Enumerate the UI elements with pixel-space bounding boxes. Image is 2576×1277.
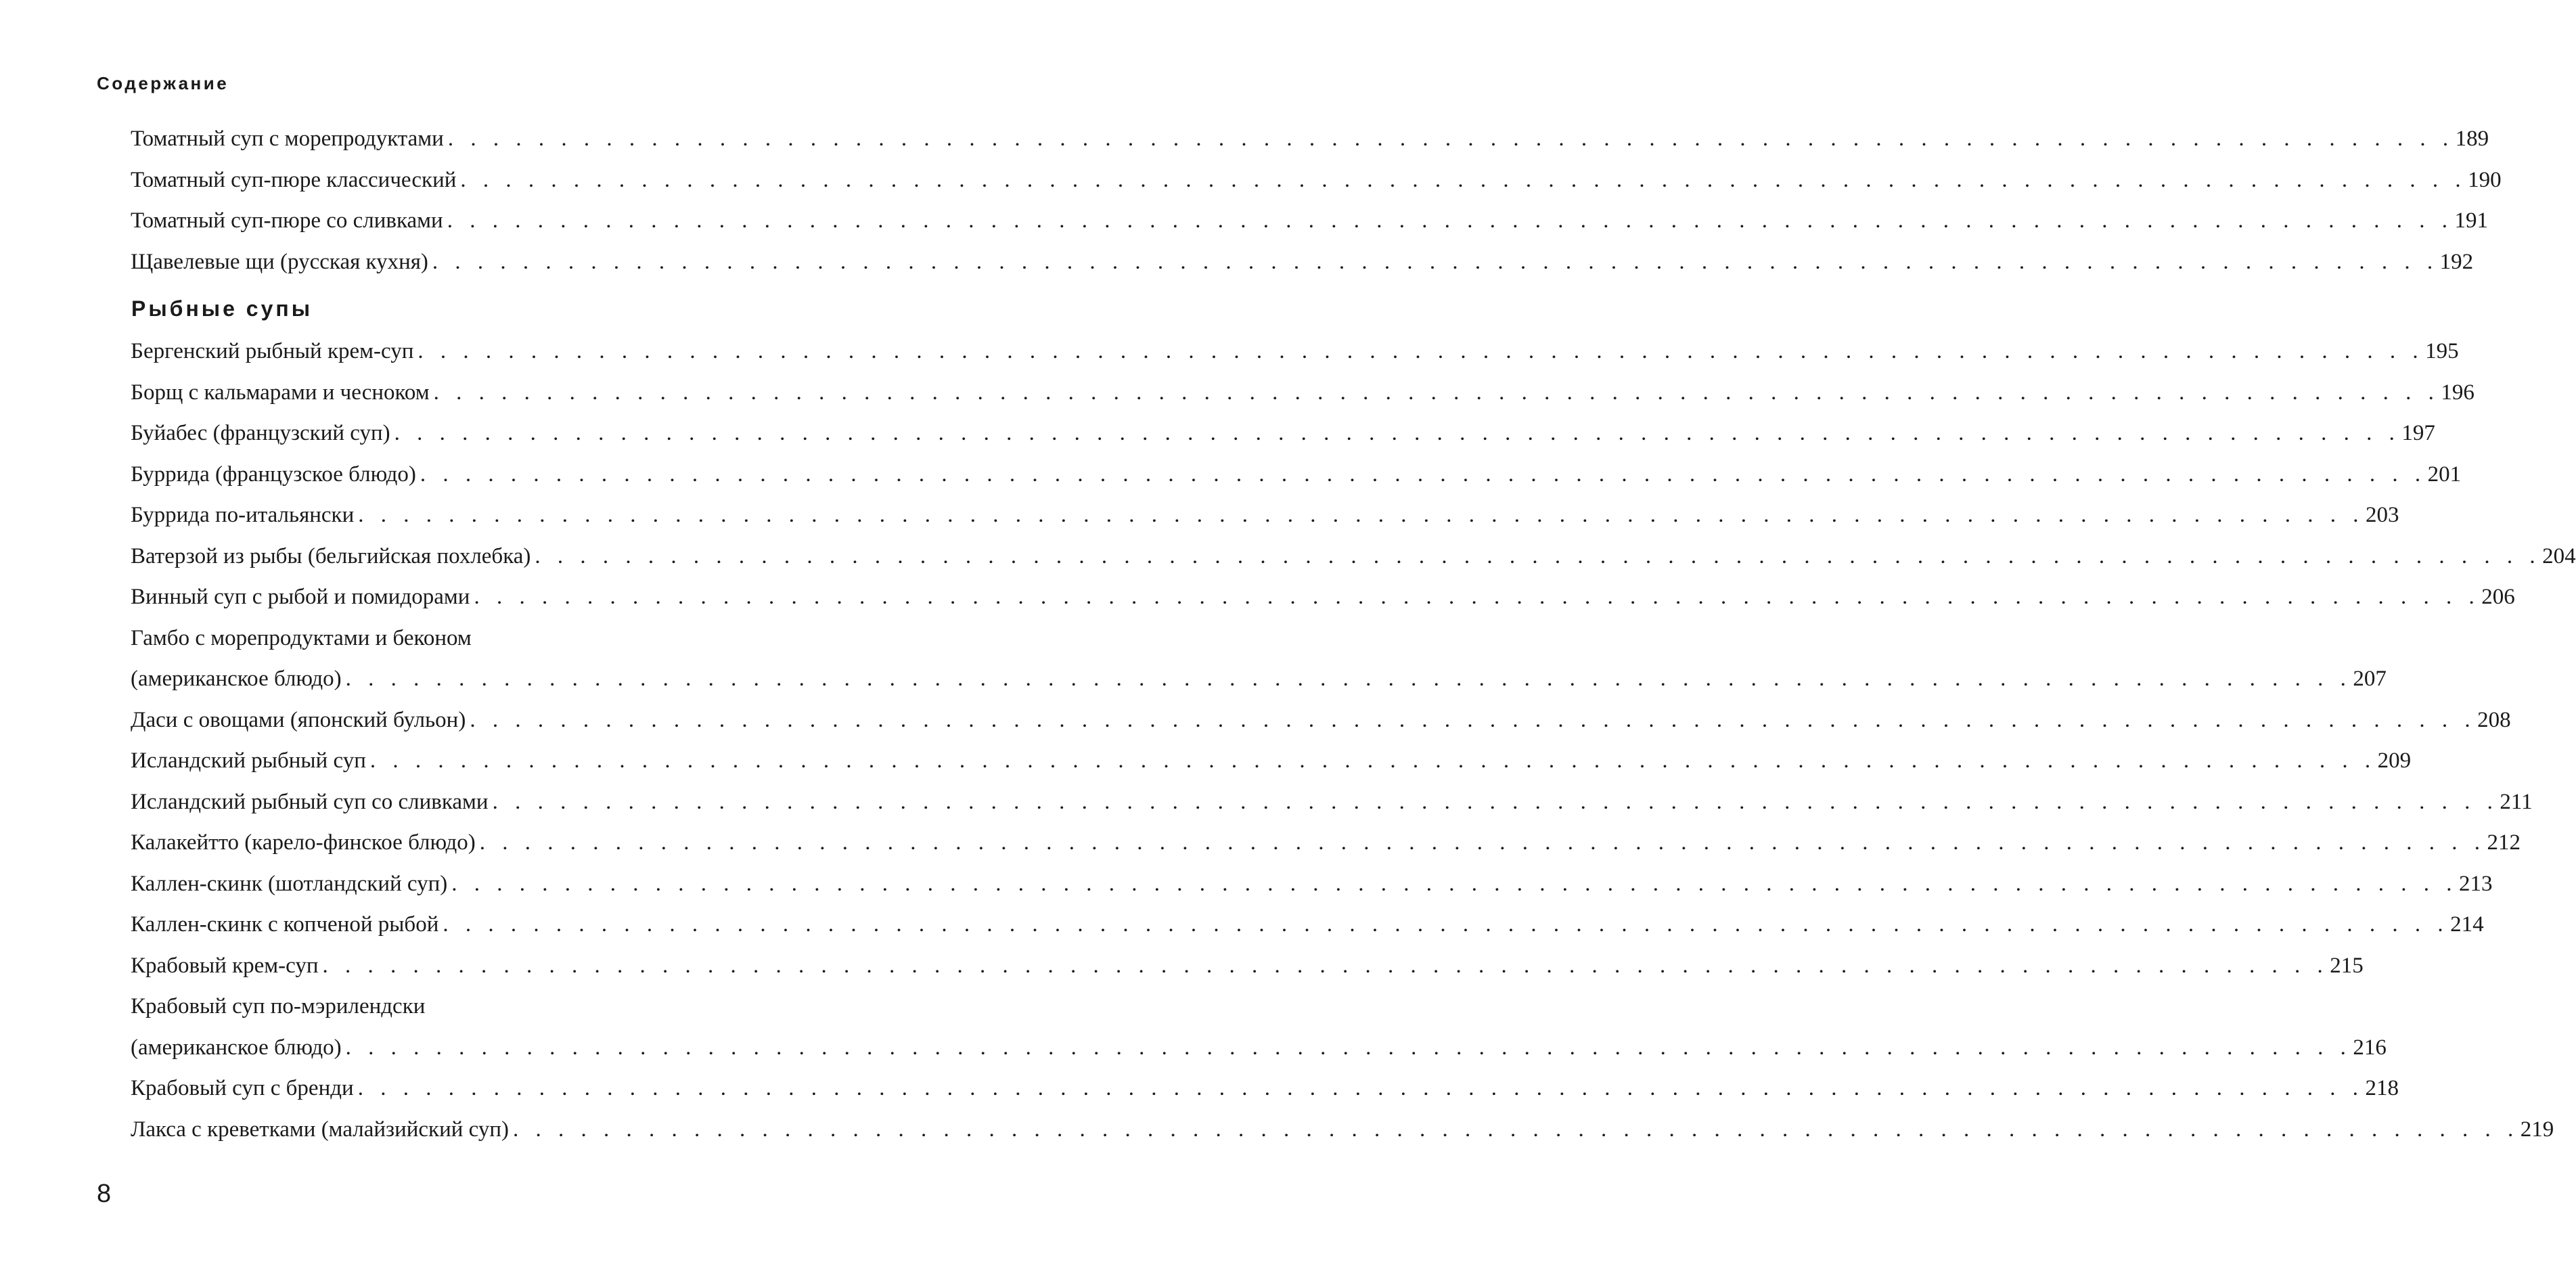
- toc-leader: . . . . . . . . . . . . . . . . . . . . . . . . . . . . . . . . . . . . . . . . . . . . . . . . . . . . . . . . . . . . . . . . . . . . . . . . . . . . . . . . . . . . . . . . .: [358, 503, 2364, 527]
- toc-leader: . . . . . . . . . . . . . . . . . . . . . . . . . . . . . . . . . . . . . . . . . . . . . . . . . . . . . . . . . . . . . . . . . . . . . . . . . . . . . . . . . . . . . . . . .: [432, 249, 2439, 274]
- toc-entry-title-line1[interactable]: Гамбо с морепродуктами и беконом: [131, 625, 472, 650]
- toc-entry-title: (американское блюдо): [131, 1035, 342, 1060]
- toc-entry[interactable]: [131, 904, 2484, 945]
- toc-entry-title: Лакса с креветками (малайзийский суп): [131, 1117, 510, 1142]
- toc-entry[interactable]: [131, 118, 2489, 160]
- toc-entry-page: 206: [2481, 585, 2515, 609]
- toc-entry-page: 190: [2468, 167, 2502, 192]
- toc-leader: . . . . . . . . . . . . . . . . . . . . . . . . . . . . . . . . . . . . . . . . . . . . . . . . . . . . . . . . . . . . . . . . . . . . . . . . . . . . . . . . . . . . . . . . .: [479, 830, 2486, 855]
- toc-entry[interactable]: [131, 495, 2399, 536]
- toc-leader: . . . . . . . . . . . . . . . . . . . . . . . . . . . . . . . . . . . . . . . . . . . . . . . . . . . . . . . . . . . . . . . . . . . . . . . . . . . . . . . . . . . . . . . . .: [420, 462, 2426, 487]
- toc-entry-page: 203: [2366, 503, 2399, 527]
- toc-entry-page: 189: [2455, 127, 2489, 151]
- toc-leader: . . . . . . . . . . . . . . . . . . . . . . . . . . . . . . . . . . . . . . . . . . . . . . . . . . . . . . . . . . . . . . . . . . . . . . . . . . . . . . . . . . . . . . . . .: [369, 748, 2376, 773]
- toc-entry[interactable]: [131, 822, 2521, 864]
- toc-entry-page: 201: [2427, 462, 2462, 487]
- toc-entry[interactable]: [131, 700, 2511, 741]
- toc-entry-title-line1[interactable]: Крабовый суп по-мэрилендски: [131, 994, 426, 1018]
- toc-leader: . . . . . . . . . . . . . . . . . . . . . . . . . . . . . . . . . . . . . . . . . . . . . . . . . . . . . . . . . . . . . . . . . . . . . . . . . . . . . . . . . . . . . . . . .: [447, 127, 2454, 151]
- toc-entry-title: Томатный суп-пюре классический: [131, 167, 457, 192]
- toc-entry[interactable]: [131, 242, 2474, 283]
- toc-entry-page: 218: [2365, 1076, 2399, 1100]
- toc-entry[interactable]: [131, 536, 2576, 577]
- toc-entry-title: Томатный суп с морепродуктами: [131, 127, 444, 151]
- toc-entry[interactable]: [131, 331, 2459, 372]
- toc-entry[interactable]: [131, 945, 2364, 987]
- page-number: 8: [97, 1180, 112, 1208]
- toc-leader: . . . . . . . . . . . . . . . . . . . . . . . . . . . . . . . . . . . . . . . . . . . . . . . . . . . . . . . . . . . . . . . . . . . . . . . . . . . . . . . . . . . . . . . . .: [345, 667, 2352, 691]
- toc-leader: . . . . . . . . . . . . . . . . . . . . . . . . . . . . . . . . . . . . . . . . . . . . . . . . . . . . . . . . . . . . . . . . . . . . . . . . . . . . . . . . . . . . . . . . .: [492, 789, 2499, 814]
- toc-entry-title: Каллен-скинк с копченой рыбой: [131, 912, 439, 937]
- toc-entry[interactable]: [131, 864, 2493, 905]
- toc-entry[interactable]: [131, 658, 2387, 700]
- toc-entry-title: Даси с овощами (японский бульон): [131, 707, 466, 732]
- toc-entry-title: Крабовый суп с бренди: [131, 1076, 354, 1100]
- toc-entry-page: 197: [2401, 421, 2435, 445]
- toc-entry-page: 209: [2377, 748, 2412, 773]
- toc-entry-title: Ватерзой из рыбы (бельгийская похлебка): [131, 543, 531, 568]
- toc-entry-title: Каллен-скинк (шотландский суп): [131, 871, 448, 896]
- toc-entry-page: 216: [2353, 1035, 2387, 1060]
- toc-leader: . . . . . . . . . . . . . . . . . . . . . . . . . . . . . . . . . . . . . . . . . . . . . . . . . . . . . . . . . . . . . . . . . . . . . . . . . . . . . . . . . . . . . . . . .: [447, 208, 2454, 233]
- toc-entry[interactable]: [131, 200, 2488, 242]
- toc-entry-title: Борщ с кальмарами и чесноком: [131, 380, 430, 405]
- toc-entry-page: 207: [2353, 667, 2387, 691]
- toc-leader: . . . . . . . . . . . . . . . . . . . . . . . . . . . . . . . . . . . . . . . . . . . . . . . . . . . . . . . . . . . . . . . . . . . . . . . . . . . . . . . . . . . . . . . . .: [474, 585, 2481, 609]
- toc-entry[interactable]: [131, 782, 2533, 823]
- toc-entry-page: 213: [2459, 871, 2493, 896]
- toc-entry-title: Буррида по-итальянски: [131, 503, 355, 527]
- running-head: Содержание: [97, 73, 229, 93]
- toc-entry[interactable]: [131, 1027, 2387, 1069]
- toc-entry[interactable]: [131, 413, 2435, 454]
- toc-entry-title: Исландский рыбный суп со сливками: [131, 789, 489, 814]
- toc-entry[interactable]: [131, 160, 2502, 201]
- toc-leader: . . . . . . . . . . . . . . . . . . . . . . . . . . . . . . . . . . . . . . . . . . . . . . . . . . . . . . . . . . . . . . . . . . . . . . . . . . . . . . . . . . . . . . . . .: [417, 339, 2424, 363]
- toc-leader: . . . . . . . . . . . . . . . . . . . . . . . . . . . . . . . . . . . . . . . . . . . . . . . . . . . . . . . . . . . . . . . . . . . . . . . . . . . . . . . . . . . . . . . . .: [451, 871, 2458, 896]
- toc-entry[interactable]: [131, 1109, 2554, 1150]
- toc-leader: . . . . . . . . . . . . . . . . . . . . . . . . . . . . . . . . . . . . . . . . . . . . . . . . . . . . . . . . . . . . . . . . . . . . . . . . . . . . . . . . . . . . . . . . .: [460, 167, 2467, 192]
- toc-entry-page: 214: [2450, 912, 2484, 937]
- toc-entry-page: 195: [2425, 339, 2459, 363]
- toc-entry[interactable]: [131, 740, 2412, 782]
- toc-entry-title: Буйабес (французский суп): [131, 421, 390, 445]
- toc-top-block: [131, 118, 2502, 282]
- toc-leader: . . . . . . . . . . . . . . . . . . . . . . . . . . . . . . . . . . . . . . . . . . . . . . . . . . . . . . . . . . . . . . . . . . . . . . . . . . . . . . . . . . . . . . . . .: [470, 707, 2477, 732]
- toc-leader: . . . . . . . . . . . . . . . . . . . . . . . . . . . . . . . . . . . . . . . . . . . . . . . . . . . . . . . . . . . . . . . . . . . . . . . . . . . . . . . . . . . . . . . . .: [322, 953, 2329, 978]
- toc-entry-page: 191: [2454, 208, 2488, 233]
- toc-leader: . . . . . . . . . . . . . . . . . . . . . . . . . . . . . . . . . . . . . . . . . . . . . . . . . . . . . . . . . . . . . . . . . . . . . . . . . . . . . . . . . . . . . . . . .: [357, 1076, 2364, 1100]
- toc-entry-page: 211: [2500, 789, 2533, 814]
- toc-entry-page: 208: [2477, 707, 2511, 732]
- toc-entry-page: 212: [2487, 830, 2521, 855]
- toc-leader: . . . . . . . . . . . . . . . . . . . . . . . . . . . . . . . . . . . . . . . . . . . . . . . . . . . . . . . . . . . . . . . . . . . . . . . . . . . . . . . . . . . . . . . . .: [535, 543, 2541, 568]
- toc-section-block: [131, 331, 2576, 1150]
- toc-entry[interactable]: [131, 454, 2462, 495]
- toc-entry-title: Калакейтто (карело-финское блюдо): [131, 830, 476, 855]
- toc-entry[interactable]: [131, 372, 2475, 413]
- toc-entry-title: Исландский рыбный суп: [131, 748, 366, 773]
- toc-entry-title: Винный суп с рыбой и помидорами: [131, 585, 470, 609]
- toc-entry-page: 192: [2439, 249, 2474, 274]
- toc-leader: . . . . . . . . . . . . . . . . . . . . . . . . . . . . . . . . . . . . . . . . . . . . . . . . . . . . . . . . . . . . . . . . . . . . . . . . . . . . . . . . . . . . . . . . .: [513, 1117, 2519, 1142]
- toc-entry-page: 196: [2441, 380, 2475, 405]
- toc-entry-title: (американское блюдо): [131, 667, 342, 691]
- toc-leader: . . . . . . . . . . . . . . . . . . . . . . . . . . . . . . . . . . . . . . . . . . . . . . . . . . . . . . . . . . . . . . . . . . . . . . . . . . . . . . . . . . . . . . . . .: [433, 380, 2440, 405]
- toc-entry-page: 204: [2542, 543, 2576, 568]
- toc-entry-page: 215: [2330, 953, 2364, 978]
- toc-entry-page: 219: [2520, 1117, 2554, 1142]
- toc-entry-title: Щавелевые щи (русская кухня): [131, 249, 428, 274]
- toc-leader: . . . . . . . . . . . . . . . . . . . . . . . . . . . . . . . . . . . . . . . . . . . . . . . . . . . . . . . . . . . . . . . . . . . . . . . . . . . . . . . . . . . . . . . . .: [394, 421, 2401, 445]
- toc-entry[interactable]: [131, 577, 2515, 618]
- toc-entry[interactable]: [131, 1068, 2399, 1109]
- toc-entry-title: Бергенский рыбный крем-суп: [131, 339, 414, 363]
- toc-entry-title: Крабовый крем-суп: [131, 953, 319, 978]
- section-heading: Рыбные супы: [131, 296, 313, 321]
- toc-leader: . . . . . . . . . . . . . . . . . . . . . . . . . . . . . . . . . . . . . . . . . . . . . . . . . . . . . . . . . . . . . . . . . . . . . . . . . . . . . . . . . . . . . . . . .: [345, 1035, 2352, 1060]
- toc-entry-title: Буррида (французское блюдо): [131, 462, 416, 487]
- toc-leader: . . . . . . . . . . . . . . . . . . . . . . . . . . . . . . . . . . . . . . . . . . . . . . . . . . . . . . . . . . . . . . . . . . . . . . . . . . . . . . . . . . . . . . . . .: [443, 912, 2449, 937]
- toc-entry-title: Томатный суп-пюре со сливками: [131, 208, 443, 233]
